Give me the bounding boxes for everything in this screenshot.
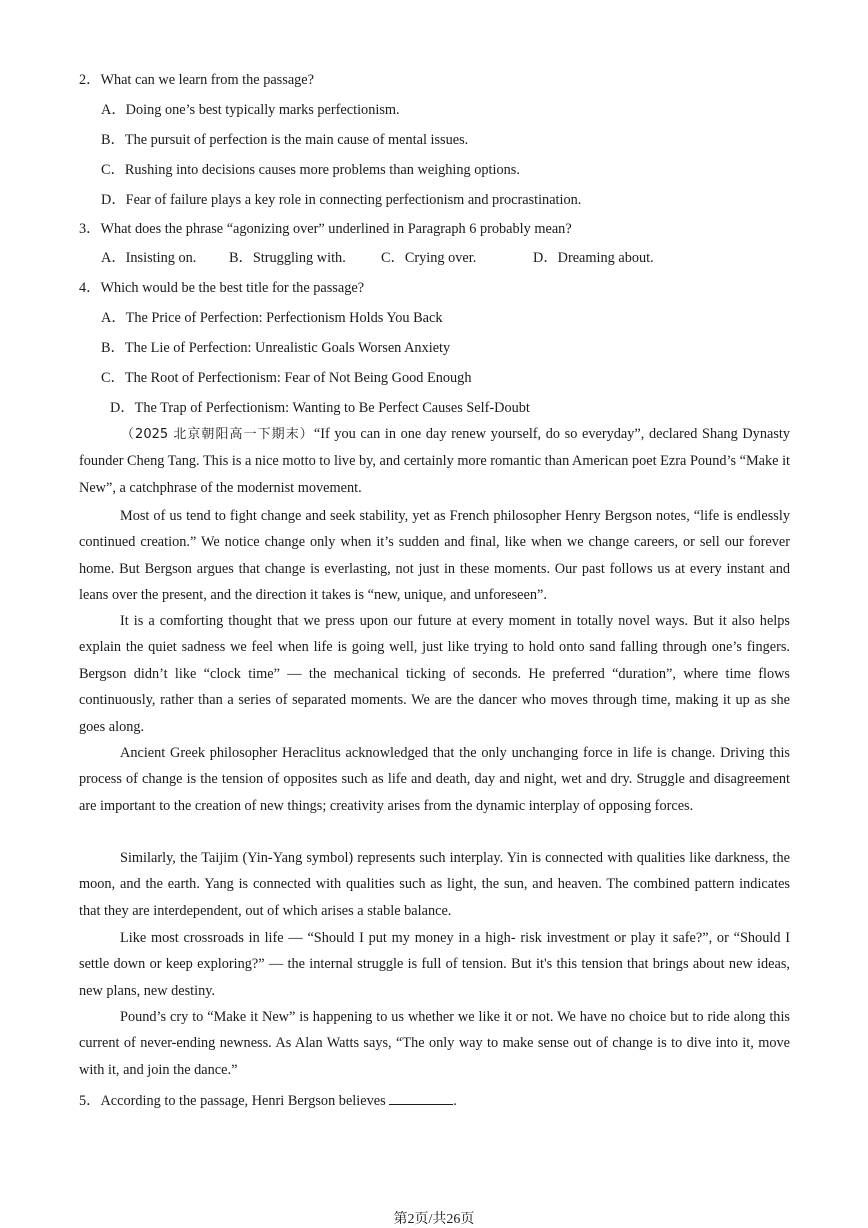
question-4-option-c: C．The Root of Perfectionism: Fear of Not Being Good Enough (101, 370, 472, 386)
question-3-option-d: D．Dreaming about. (533, 250, 654, 266)
answer-blank (389, 1092, 453, 1105)
question-4-stem: 4．Which would be the best title for the passage? (79, 280, 365, 296)
passage-paragraph-1 (79, 421, 790, 501)
question-3-option-b: B．Struggling with. (229, 250, 346, 266)
question-2-option-c: C．Rushing into decisions causes more problems than weighing options. (101, 162, 520, 178)
question-4-option-b: B．The Lie of Perfection: Unrealistic Goals Worsen Anxiety (101, 340, 451, 356)
question-5-end: . (453, 1093, 457, 1109)
page-number: 第2页/共26页 (393, 1212, 475, 1227)
question-3-option-c: C．Crying over. (381, 250, 477, 266)
question-5-stem: 5．According to the passage, Henri Bergson believes (79, 1093, 386, 1109)
passage-paragraph-6: Like most crossroads in life — “Should I put my money in a high- risk investment or play it safe?”, or “Should I settle down or keep exploring?” — the internal struggle is full of tension. But it's this tension that brings about new ideas, new plans, new destiny. (79, 930, 790, 999)
question-3-stem: 3．What does the phrase “agonizing over” underlined in Paragraph 6 probably mean? (79, 221, 572, 237)
passage-source-tag: （2025 北京朝阳高一下期末） (121, 427, 314, 442)
question-4-option-a: A．The Price of Perfection: Perfectionism Holds You Back (101, 310, 443, 326)
question-5 (79, 1090, 457, 1110)
passage-paragraph-7: Pound’s cry to “Make it New” is happening to us whether we like it or not. We have no choice but to ride along this current of never-ending newness. As Alan Watts says, “The only way to make sense out of change is to dive into it, move with it, and join the dance.” (79, 1009, 790, 1078)
question-2-option-b: B．The pursuit of perfection is the main cause of mental issues. (101, 132, 469, 148)
passage-paragraph-5: Similarly, the Taijim (Yin-Yang symbol) represents such interplay. Yin is connected with qualities like darkness, the moon, and the earth. Yang is connected with qualities such as light, the sun, and heaven. The combined pattern indicates that they are interdependent, out of which arises a stable balance. (79, 850, 790, 919)
passage-paragraph-4: Ancient Greek philosopher Heraclitus acknowledged that the only unchanging force in life is change. Driving this process of change is the tension of opposites such as life and death, day and night, wet and dry. Struggle and disagreement are important to the creation of new things; creativity arises from the dynamic interplay of opposing forces. (79, 745, 790, 814)
passage-paragraph-3: It is a comforting thought that we press upon our future at every moment in totally novel ways. But it also helps explain the quiet sadness we feel when life is going well, just like trying to hold onto sand falling through one’s fingers. Bergson didn’t like “clock time” — the mechanical ticking of seconds. He preferred “duration”, where time flows continuously, rather than a series of separated moments. We are the dancer who moves through time, making it up as she goes along. (79, 613, 790, 735)
question-2-option-d: D．Fear of failure plays a key role in connecting perfectionism and procrastination. (101, 192, 582, 208)
question-3-option-a: A．Insisting on. (101, 250, 197, 266)
passage-paragraph-2: Most of us tend to fight change and seek stability, yet as French philosopher Henry Bergson notes, “life is endlessly continued creation.” We notice change only when it’s sudden and final, like when we change careers, or sell our forever home. But Bergson argues that change is everlasting, not just in these moments. Our past follows us at every instant and leans over the present, and the direction it takes is “new, unique, and unforeseen”. (79, 508, 790, 604)
question-4-option-d: D．The Trap of Perfectionism: Wanting to Be Perfect Causes Self-Doubt (110, 400, 530, 416)
passage-paragraph-1-text: “If you can in one day renew yourself, do so everyday”, declared Shang Dynasty founder Cheng Tang. This is a nice motto to live by, and certainly more romantic than American poet Ezra Pound’s “Make it New”, a catchphrase of the modernist movement. (79, 426, 791, 496)
question-2-option-a: A．Doing one’s best typically marks perfectionism. (101, 102, 400, 118)
question-2-stem: 2．What can we learn from the passage? (79, 72, 314, 88)
